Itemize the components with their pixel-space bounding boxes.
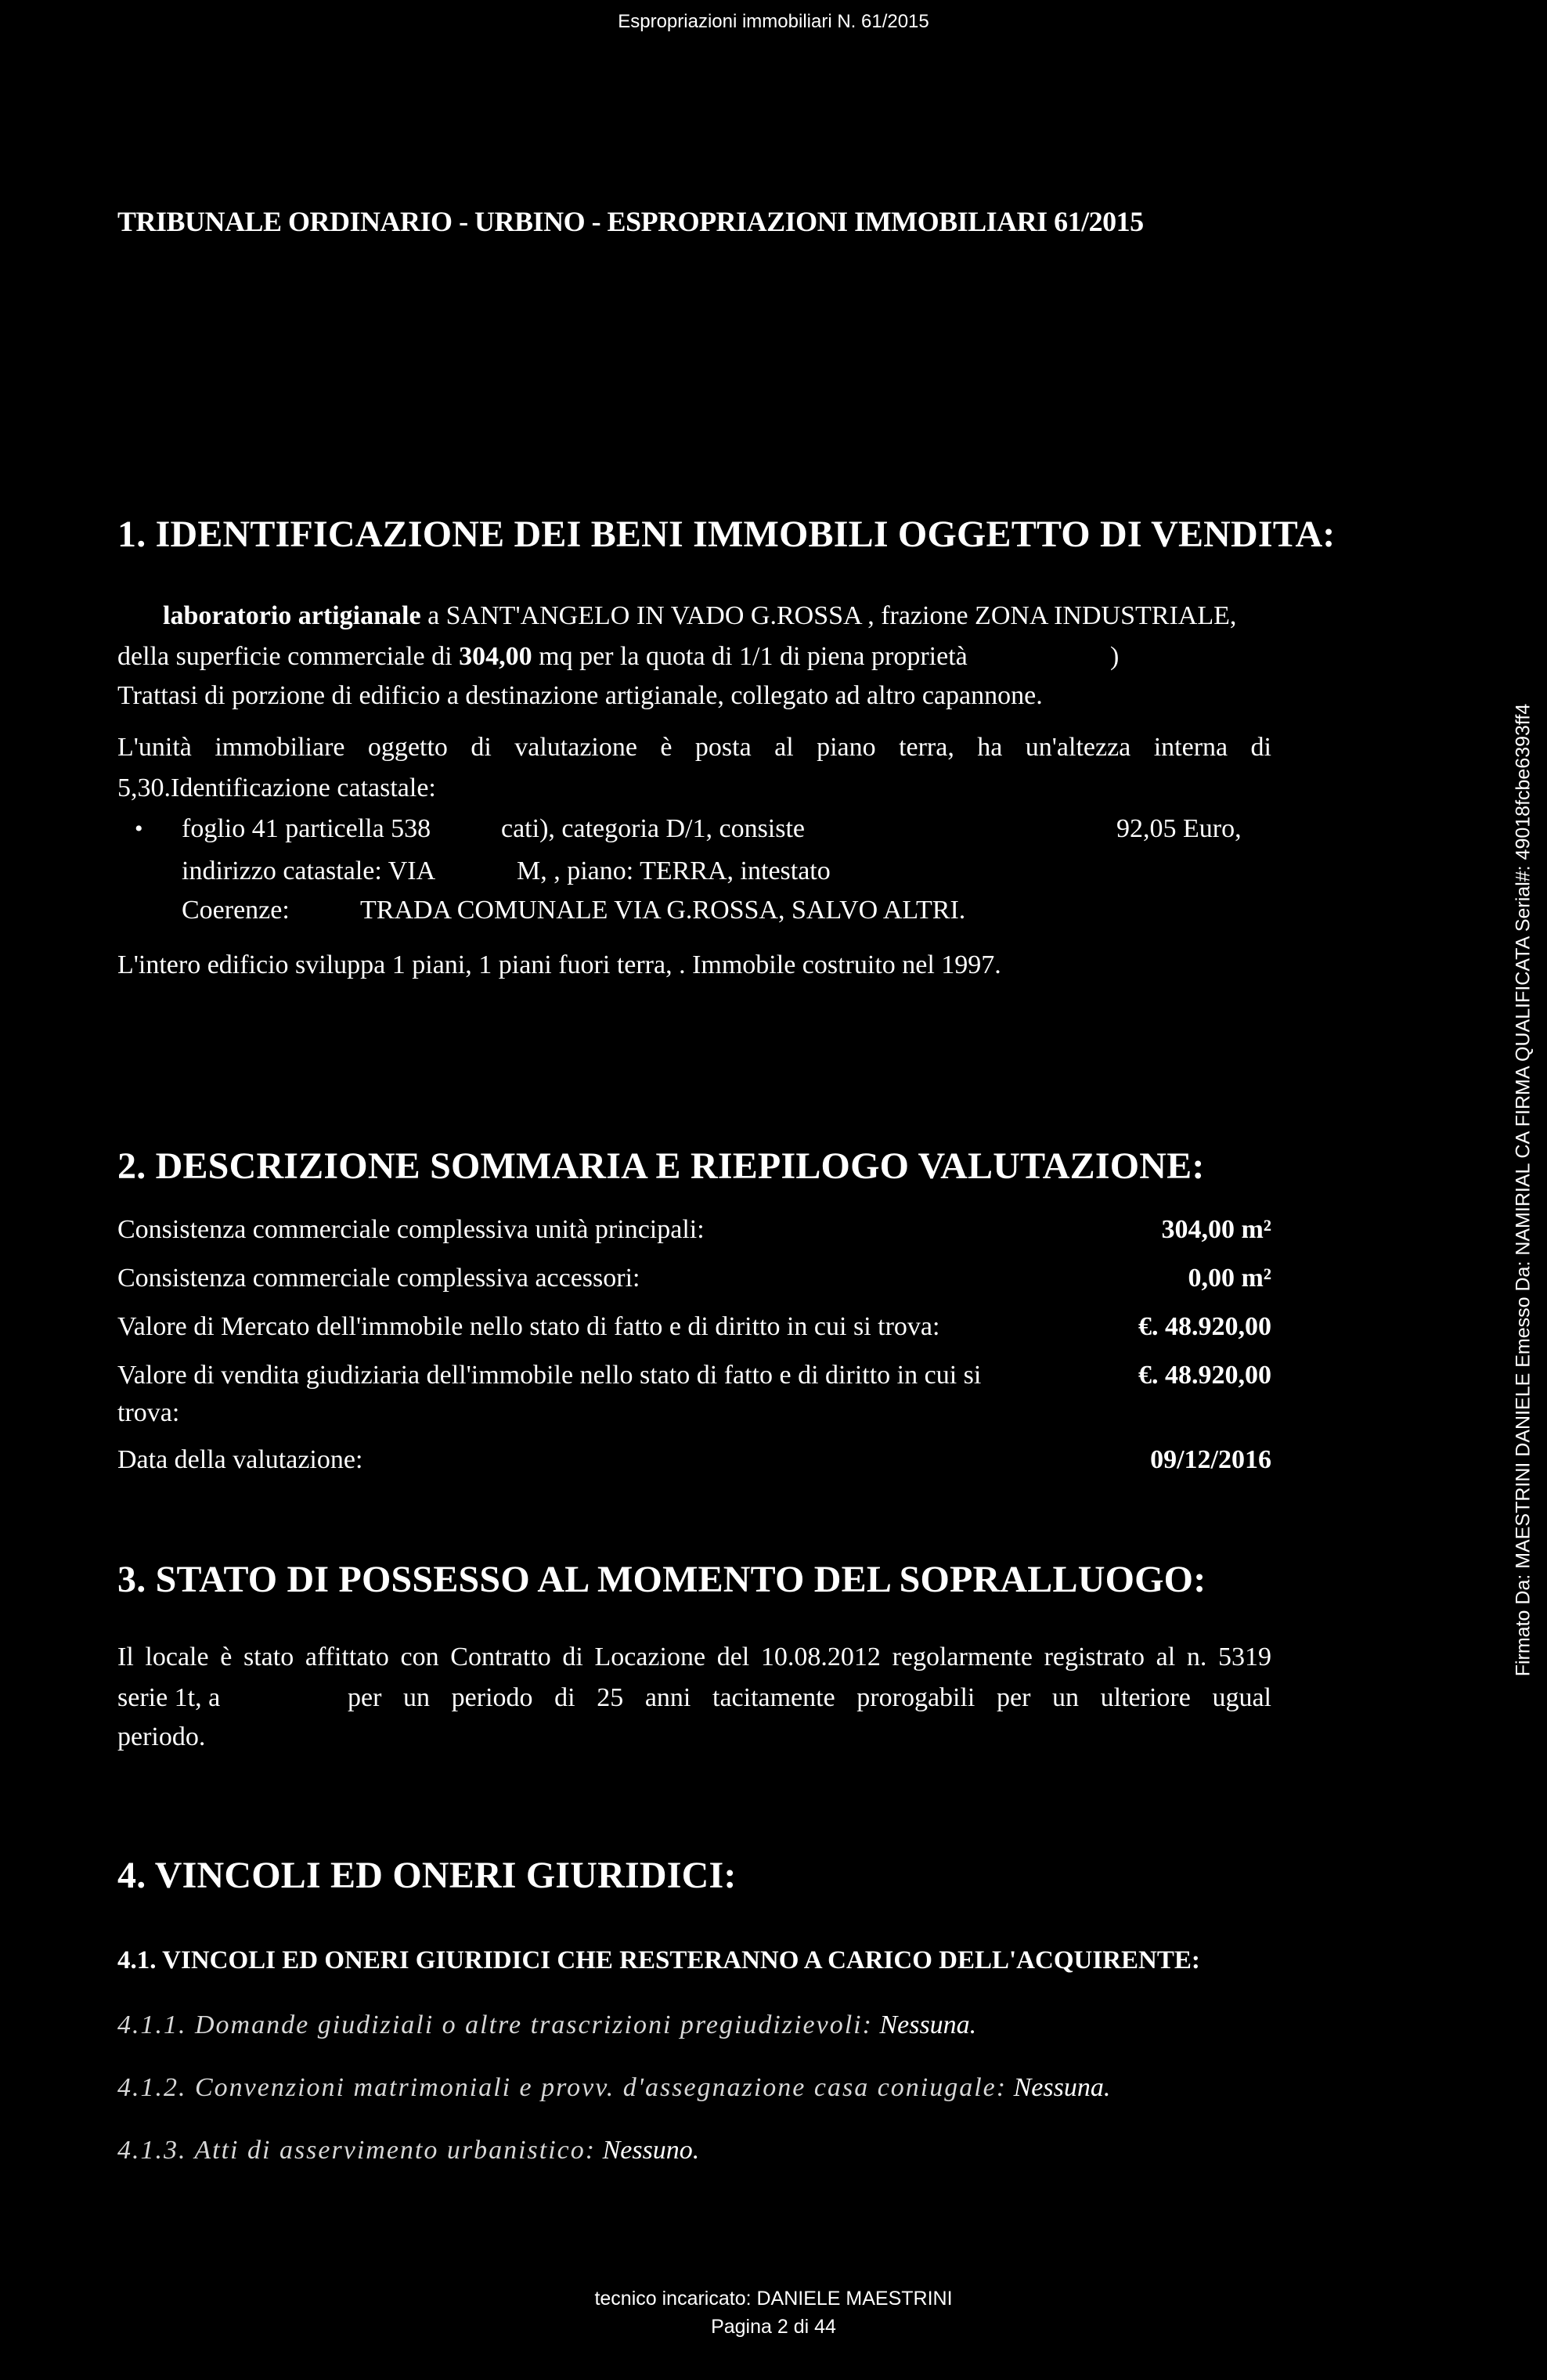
quota-text: mq per la quota di 1/1 di piena proprietà [539, 642, 968, 671]
cadastral-category: cati), categoria D/1, consiste [501, 814, 806, 843]
section-4-heading: 4. VINCOLI ED ONERI GIURIDICI: [117, 1855, 737, 1896]
surface-label: della superficie commerciale di [117, 642, 453, 671]
encumbrance-text: 4.1.2. Convenzioni matrimoniali e provv. d'assegnazione casa coniugale: [117, 2073, 1008, 2102]
footer-technician: tecnico incaricato: DANIELE MAESTRINI [594, 2288, 953, 2310]
possession-line-3: periodo. [117, 1722, 206, 1751]
encumbrance-value: Nessuno. [602, 2136, 700, 2165]
bullet-dot: • [135, 816, 143, 842]
summary-value: 0,00 m² [1188, 1264, 1271, 1293]
section-1-heading: 1. IDENTIFICAZIONE DEI BENI IMMOBILI OGGETTO DI VENDITA: [117, 514, 1336, 555]
cadastral-floor: M, , piano: TERRA, intestato [517, 856, 831, 885]
property-line-2 [117, 642, 968, 672]
encumbrance-item [117, 2136, 699, 2165]
boundaries-label: Coerenze: [182, 896, 290, 925]
boundaries-value: TRADA COMUNALE VIA G.ROSSA, SALVO ALTRI. [360, 896, 966, 925]
section-4-1-heading: 4.1. VINCOLI ED ONERI GIURIDICI CHE RESTERANNO A CARICO DELL'ACQUIRENTE: [117, 1946, 1200, 1974]
summary-value: €. 48.920,00 [1138, 1361, 1271, 1390]
cadastral-sheet: foglio 41 particella 538 [182, 814, 431, 843]
summary-label: Consistenza commerciale complessiva accessori: [117, 1264, 640, 1293]
building-info: L'intero edificio sviluppa 1 piani, 1 piani fuori terra, . Immobile costruito nel 1997. [117, 950, 1001, 979]
encumbrance-value: Nessuna. [879, 2010, 977, 2039]
property-location: a SANT'ANGELO IN VADO G.ROSSA , frazione ZONA INDUSTRIALE, [427, 601, 1237, 630]
summary-value: 09/12/2016 [1150, 1445, 1271, 1474]
summary-value: 304,00 m² [1161, 1215, 1271, 1244]
possession-line-2b: per un periodo di 25 anni tacitamente prorogabili per un ulteriore ugual [348, 1683, 1271, 1712]
summary-label: Valore di vendita giudiziaria dell'immobile nello stato di fatto e di diritto in cui si [117, 1361, 982, 1390]
summary-label: Valore di Mercato dell'immobile nello stato di fatto e di diritto in cui si trova: [117, 1312, 940, 1341]
encumbrance-item [117, 2073, 1110, 2103]
possession-line-2a: serie 1t, a [117, 1683, 221, 1712]
property-line-1 [163, 601, 1236, 631]
property-line-5: 5,30.Identificazione catastale: [117, 774, 436, 802]
summary-label-continued: trova: [117, 1398, 180, 1427]
encumbrance-item [117, 2010, 976, 2040]
encumbrance-text: 4.1.1. Domande giudiziali o altre trascrizioni pregiudizievoli: [117, 2010, 873, 2039]
running-header: Espropriazioni immobiliari N. 61/2015 [618, 11, 929, 32]
tribunal-title: TRIBUNALE ORDINARIO - URBINO - ESPROPRIAZIONI IMMOBILIARI 61/2015 [117, 206, 1144, 237]
surface-value: 304,00 [459, 642, 532, 671]
cadastral-rent: 92,05 Euro, [1116, 814, 1242, 843]
property-type: laboratorio artigianale [163, 601, 421, 630]
property-line-3: Trattasi di porzione di edificio a destinazione artigianale, collegato ad altro capannone. [117, 681, 1043, 710]
footer-page-number: Pagina 2 di 44 [711, 2316, 836, 2338]
property-line-4: L'unità immobiliare oggetto di valutazione è posta al piano terra, ha un'altezza interna di [117, 733, 1271, 762]
summary-label: Data della valutazione: [117, 1445, 363, 1474]
summary-value: €. 48.920,00 [1138, 1312, 1271, 1341]
signature-watermark: Firmato Da: MAESTRINI DANIELE Emesso Da: NAMIRIAL CA FIRMA QUALIFICATA Serial#: 49018fcbe6393ff4 [1512, 703, 1534, 1677]
closing-paren: ) [1110, 642, 1120, 671]
encumbrance-value: Nessuna. [1013, 2073, 1111, 2102]
cadastral-address: indirizzo catastale: VIA [182, 856, 436, 885]
possession-line-1: Il locale è stato affittato con Contratto di Locazione del 10.08.2012 regolarmente registrato al n. 5319 [117, 1643, 1271, 1671]
encumbrance-text: 4.1.3. Atti di asservimento urbanistico: [117, 2136, 597, 2165]
summary-label: Consistenza commerciale complessiva unità principali: [117, 1215, 705, 1244]
section-2-heading: 2. DESCRIZIONE SOMMARIA E RIEPILOGO VALUTAZIONE: [117, 1145, 1205, 1187]
section-3-heading: 3. STATO DI POSSESSO AL MOMENTO DEL SOPRALLUOGO: [117, 1559, 1206, 1600]
